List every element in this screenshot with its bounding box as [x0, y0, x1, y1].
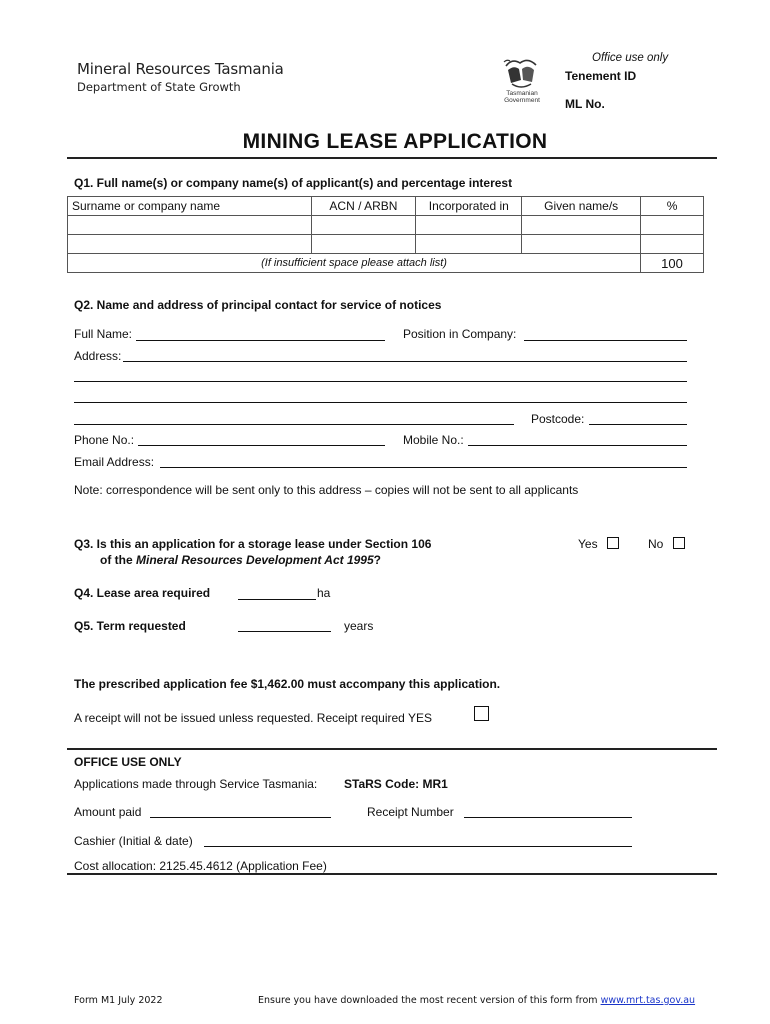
cashier-label: Cashier (Initial & date)	[74, 834, 193, 848]
org-department: Department of State Growth	[77, 80, 241, 94]
office-divider-top	[67, 748, 717, 750]
col-incorporated: Incorporated in	[416, 197, 522, 216]
cell-incorporated[interactable]	[416, 235, 522, 254]
receipt-number-field[interactable]	[464, 817, 632, 818]
mobile-field[interactable]	[468, 445, 687, 446]
cell-percent[interactable]	[641, 216, 704, 235]
percent-total: 100	[641, 254, 704, 273]
q3-no-option	[648, 537, 685, 551]
q3-act-prefix: of the	[100, 553, 136, 567]
email-field[interactable]	[160, 467, 687, 468]
q3-yes-option	[578, 537, 619, 551]
lease-area-field[interactable]	[238, 599, 316, 600]
cell-incorporated[interactable]	[416, 216, 522, 235]
q3-yes-checkbox[interactable]	[607, 537, 619, 549]
term-unit: years	[344, 619, 374, 633]
office-use-only-label: Office use only	[592, 52, 669, 64]
q5-label: Q5. Term requested	[74, 619, 186, 633]
office-heading: OFFICE USE ONLY	[74, 755, 182, 769]
q3-no-label: No	[648, 537, 664, 551]
ml-no-label: ML No.	[565, 97, 605, 111]
col-percent: %	[641, 197, 704, 216]
fee-statement: The prescribed application fee $1,462.00 must accompany this application.	[74, 677, 501, 691]
cell-given-names[interactable]	[522, 216, 641, 235]
table-header-row	[68, 197, 704, 216]
address-field-3[interactable]	[74, 402, 687, 403]
q4-label: Q4. Lease area required	[74, 586, 211, 600]
q3-act-name: Mineral Resources Development Act 1995	[136, 553, 374, 567]
address-label: Address:	[74, 349, 122, 363]
receipt-yes-checkbox-wrap	[474, 706, 489, 726]
table-row[interactable]	[68, 216, 704, 235]
download-note	[258, 995, 695, 1006]
address-field-2[interactable]	[74, 381, 687, 382]
full-name-field[interactable]	[136, 340, 385, 341]
page-title: MINING LEASE APPLICATION	[242, 130, 548, 153]
table-footer-row	[68, 254, 704, 273]
cashier-field[interactable]	[204, 846, 632, 847]
title-divider	[67, 157, 717, 159]
col-given-names: Given name/s	[522, 197, 641, 216]
cell-surname[interactable]	[68, 216, 312, 235]
term-field[interactable]	[238, 631, 331, 632]
col-surname: Surname or company name	[68, 197, 312, 216]
address-field-1[interactable]	[123, 361, 687, 362]
receipt-number-label: Receipt Number	[367, 805, 454, 819]
cell-given-names[interactable]	[522, 235, 641, 254]
q3-act-line	[100, 553, 381, 567]
lease-area-unit: ha	[317, 586, 331, 600]
logo-text: Tasmanian Government	[504, 90, 540, 104]
q3-yes-label: Yes	[578, 537, 598, 551]
q1-label: Q1. Full name(s) or company name(s) of applicant(s) and percentage interest	[74, 176, 513, 190]
cell-percent[interactable]	[641, 235, 704, 254]
form-id: Form M1 July 2022	[74, 995, 163, 1006]
service-tas-label: Applications made through Service Tasmania:	[74, 777, 318, 791]
position-label: Position in Company:	[403, 327, 517, 341]
tenement-id-label: Tenement ID	[565, 69, 637, 83]
download-note-text: Ensure you have downloaded the most recent version of this form from	[258, 995, 601, 1006]
office-divider-bottom	[67, 873, 717, 875]
attach-list-note: (If insufficient space please attach list)	[68, 254, 641, 273]
cost-allocation: Cost allocation: 2125.45.4612 (Application Fee)	[74, 859, 327, 873]
q2-label: Q2. Name and address of principal contact for service of notices	[74, 298, 442, 312]
receipt-yes-checkbox[interactable]	[474, 706, 489, 721]
cell-surname[interactable]	[68, 235, 312, 254]
cell-acn[interactable]	[311, 235, 416, 254]
address-field-4[interactable]	[74, 424, 514, 425]
stars-code: STaRS Code: MR1	[344, 777, 448, 791]
table-row[interactable]	[68, 235, 704, 254]
q3-label: Q3. Is this an application for a storage lease under Section 106	[74, 537, 432, 551]
amount-paid-field[interactable]	[150, 817, 331, 818]
q3-act-suffix: ?	[373, 553, 381, 567]
applicants-table	[67, 196, 704, 273]
col-acn: ACN / ARBN	[311, 197, 416, 216]
position-field[interactable]	[524, 340, 687, 341]
org-name: Mineral Resources Tasmania	[77, 60, 284, 78]
cell-acn[interactable]	[311, 216, 416, 235]
postcode-field[interactable]	[589, 424, 687, 425]
phone-label: Phone No.:	[74, 433, 135, 447]
phone-field[interactable]	[138, 445, 385, 446]
postcode-label: Postcode:	[531, 412, 585, 426]
correspondence-note: Note: correspondence will be sent only to this address – copies will not be sent to all applicants	[74, 483, 579, 497]
mobile-label: Mobile No.:	[403, 433, 464, 447]
amount-paid-label: Amount paid	[74, 805, 142, 819]
email-label: Email Address:	[74, 455, 155, 469]
mrt-website-link[interactable]: www.mrt.tas.gov.au	[600, 995, 696, 1006]
receipt-text: A receipt will not be issued unless requested. Receipt required YES	[74, 711, 432, 725]
full-name-label: Full Name:	[74, 327, 133, 341]
q3-no-checkbox[interactable]	[673, 537, 685, 549]
